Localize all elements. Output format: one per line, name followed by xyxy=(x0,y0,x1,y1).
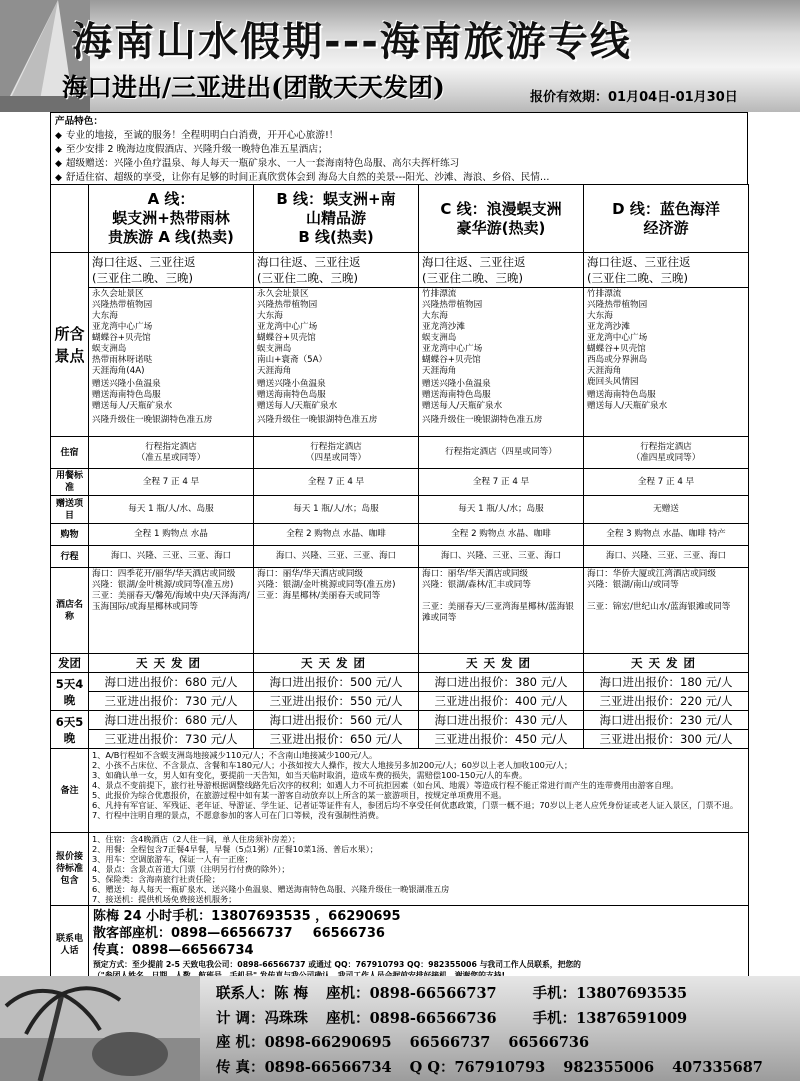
header-banner xyxy=(0,0,800,112)
notes-label: 备注 xyxy=(51,749,89,833)
include-item: 4、景点：含景点首道大门票（注明另行付费的除外）； xyxy=(92,864,290,874)
sub-title: 海口进出/三亚进出(团散天天发团) xyxy=(62,73,445,102)
contact-row xyxy=(51,906,749,984)
price-cell: 三亚进出报价：730 元/人 xyxy=(89,692,254,711)
hotel-type-b: 行程指定酒店 （四星或同等） xyxy=(254,437,419,469)
meals-b: 全程 7 正 4 早 xyxy=(254,469,419,496)
footer-line-1: 联系人：陈 梅 座机：0898-66566737 手机：13807693535 xyxy=(216,985,688,1002)
meals-a: 全程 7 正 4 早 xyxy=(89,469,254,496)
price-cell: 海口进出报价：680 元/人 xyxy=(89,673,254,692)
price-cell: 三亚进出报价：300 元/人 xyxy=(584,730,749,749)
shopping-d: 全程 3 购物点 水晶、咖啡 特产 xyxy=(584,524,749,546)
d5-label: 5天4晚 xyxy=(51,673,89,711)
hotel-type-d: 行程指定酒店 （准四星或同等） xyxy=(584,437,749,469)
price-cell: 三亚进出报价：450 元/人 xyxy=(419,730,584,749)
includes-row xyxy=(51,833,749,906)
route-b: 海口、兴隆、三亚、三亚、海口 xyxy=(254,546,419,568)
line-b-title: B 线：蜈支洲+南 山精品游 B 线(热卖) xyxy=(254,185,419,253)
note-item: 5、此报价为综合优惠报价，在旅游过程中如有某一游客自动放弃以上所含的某一旅游项目，按规定单项费用不退。 xyxy=(92,790,507,800)
gifts-row xyxy=(51,496,749,524)
depart-label: 发团 xyxy=(51,654,89,673)
price-cell: 海口进出报价：560 元/人 xyxy=(254,711,419,730)
footer-banner xyxy=(0,976,800,1081)
include-item: 7、接送机：提供机场免费接送机服务； xyxy=(92,894,237,904)
price-cell: 三亚进出报价：730 元/人 xyxy=(89,730,254,749)
hotel-names-c: 海口：丽华/华天酒店或同级 兴隆：银湖/森林/汇丰或同等 三亚：美丽春天/三亚湾海星椰林/蓝海银滩或同等 xyxy=(419,568,584,654)
hotel-type-a: 行程指定酒店 （准五星或同等） xyxy=(89,437,254,469)
gifts-c: 每天 1 瓶/人/水；岛服 xyxy=(419,496,584,524)
meals-label: 用餐标准 xyxy=(51,469,89,496)
feature-item: ◆ 至少安排 2 晚海边度假酒店、兴隆升级一晚特色准五星酒店； xyxy=(55,143,743,157)
include-item: 1、住宿：含4晚酒店（2人住一间，单人住房须补房差）； xyxy=(92,834,301,844)
note-item: 6、凡持有军官证、军残证、老年证、导游证、学生证、记者证等证件有人，参团后均不享受任何优惠政策，门票一概不退；70岁以上老人应凭身份证或老人证入景区，门票不退。 xyxy=(92,800,739,810)
notes-cell xyxy=(89,749,749,833)
price-row-d6-sanya xyxy=(51,730,749,749)
spots-cell-d: 海口往返、三亚往返 (三亚住二晚、三晚) 竹排漂流 兴隆热带植物园 大东海 亚龙湾沙滩 亚龙湾中心广场 蝴蝶谷+贝壳馆 西岛或分界洲岛 天涯海角 鹿回头风情园 赠送海南特色岛服 赠送每人/天瓶矿泉水 xyxy=(584,253,749,437)
hotel-type-row xyxy=(51,437,749,469)
feature-item: ◆ 专业的地接，至诚的服务！全程明明白白消费，开开心心旅游!！ xyxy=(55,129,743,143)
meals-d: 全程 7 正 4 早 xyxy=(584,469,749,496)
product-features xyxy=(50,112,748,184)
hotel-type-label: 住宿 xyxy=(51,437,89,469)
contact-cell: 陈梅 24 小时手机：13807693535 ，66290695 散客部座机：0898—66566737 66566736 传真：0898—66566734 预定方式：至少提前 2-5 天致电我公司：0898-66566737 或通过 QQ：767910793 QQ：982355006 与我司工作人员联系，把您的 xyxy=(89,906,749,984)
shopping-b: 全程 2 购物点 水晶、咖啡 xyxy=(254,524,419,546)
price-cell: 海口进出报价：230 元/人 xyxy=(584,711,749,730)
route-a: 海口、兴隆、三亚、三亚、海口 xyxy=(89,546,254,568)
line-d-title: D 线：蓝色海洋 经济游 xyxy=(584,185,749,253)
route-d: 海口、兴隆、三亚、三亚、海口 xyxy=(584,546,749,568)
include-item: 2、用餐：全程包含7正餐4早餐，早餐（5点1粥）/正餐10菜1汤、普后水果）； xyxy=(92,844,378,854)
include-item: 3、用车：空调旅游车，保证一人有一正座； xyxy=(92,854,253,864)
spots-row xyxy=(51,253,749,437)
tour-table xyxy=(50,184,749,984)
depart-row xyxy=(51,654,749,673)
price-cell: 三亚进出报价：550 元/人 xyxy=(254,692,419,711)
hotel-names-a: 海口：四季花开/丽华/华天酒店或同级 兴隆：银湖/金叶桃源/或同等(准五房) 三亚：美丽春天/馨苑/海域中央/天泽海湾/玉海国际/或海星椰林或同等 xyxy=(89,568,254,654)
route-c: 海口、兴隆、三亚、三亚、海口 xyxy=(419,546,584,568)
line-a-title: A 线： 蜈支洲+热带雨林 贵族游 A 线(热卖) xyxy=(89,185,254,253)
footer-line-4: 传 真：0898-66566734 Q Q：767910793 982355006 407335687 xyxy=(216,1058,763,1076)
footer-line-2: 计 调：冯珠珠 座机：0898-66566736 手机：13876591009 xyxy=(216,1009,688,1027)
shopping-c: 全程 2 购物点 水晶、咖啡 xyxy=(419,524,584,546)
note-item: 2、小孩不占床位、不含景点、含餐和车180元/人；小孩如按大人操作，按大人地接另多加200元/人；60岁以上老人加收100元/人； xyxy=(92,760,573,770)
price-cell: 海口进出报价：380 元/人 xyxy=(419,673,584,692)
price-row-d6-haikou xyxy=(51,711,749,730)
price-cell: 海口进出报价：680 元/人 xyxy=(89,711,254,730)
daily-c: 天天发团 xyxy=(419,654,584,673)
spots-label: 所含景点 xyxy=(51,253,89,437)
note-item: 1、A/B行程如不含蜈支洲岛地接减少110元/人；不含南山地接减少100元/人。 xyxy=(92,750,378,760)
d6-label: 6天5晚 xyxy=(51,711,89,749)
hotel-names-b: 海口：丽华/华天酒店或同级 兴隆：银湖/金叶桃源或同等(准五房) 三亚：海星椰林/美丽春天或同等 xyxy=(254,568,419,654)
includes-label: 报价接待标准包含 xyxy=(51,833,89,906)
include-item: 6、赠送：每人每天一瓶矿泉水、送兴隆小鱼温泉、赠送海南特色岛服、兴隆升级住一晚银湖准五房 xyxy=(92,884,450,894)
gifts-b: 每天 1 瓶/人/水；岛服 xyxy=(254,496,419,524)
price-cell: 海口进出报价：430 元/人 xyxy=(419,711,584,730)
meals-c: 全程 7 正 4 早 xyxy=(419,469,584,496)
corner-cell xyxy=(51,185,89,253)
spots-cell-b: 海口往返、三亚往返 (三亚住二晚、三晚) 永久会址景区 兴隆热带植物园 大东海 亚龙湾中心广场 蝴蝶谷+贝壳馆 蜈支洲岛 南山+寰斋（5A） 天涯海角 赠送兴隆小鱼温泉 赠送海南特色岛服 赠送每人/天瓶矿泉水 兴隆升级住一晚银湖特色准五房 xyxy=(254,253,419,437)
shopping-row xyxy=(51,524,749,546)
hotel-type-c: 行程指定酒店（四星或同等） xyxy=(419,437,584,469)
price-cell: 三亚进出报价：650 元/人 xyxy=(254,730,419,749)
route-label: 行程 xyxy=(51,546,89,568)
line-c-title: C 线：浪漫蜈支洲 豪华游(热卖) xyxy=(419,185,584,253)
spots-cell-a: 海口往返、三亚往返 (三亚住二晚、三晚) 永久会址景区 兴隆热带植物园 大东海 亚龙湾中心广场 蝴蝶谷+贝壳馆 蜈支洲岛 热带雨林呀诺哒 天涯海角(4A) 赠送兴隆小鱼温泉 赠送海南特色岛服 赠送每人/天瓶矿泉水 兴隆升级住一晚银湖特色准五房 xyxy=(89,253,254,437)
daily-d: 天天发团 xyxy=(584,654,749,673)
footer-line-3: 座 机：0898-66290695 66566737 66566736 xyxy=(216,1034,590,1051)
price-cell: 海口进出报价：500 元/人 xyxy=(254,673,419,692)
route-row xyxy=(51,546,749,568)
hotel-names-d: 海口：华侨大厦或江湾酒店或同级 兴隆：银湖/南山/或同等 三亚：锦宏/世纪山水/蓝海银滩或同等 xyxy=(584,568,749,654)
main-title: 海南山水假期---海南旅游专线 xyxy=(72,19,632,65)
shopping-a: 全程 1 购物点 水晶 xyxy=(89,524,254,546)
price-row-d5-sanya xyxy=(51,692,749,711)
price-row-d5-haikou xyxy=(51,673,749,692)
contact-label: 联系电人话 xyxy=(51,906,89,984)
features-title: 产品特色： xyxy=(55,116,103,127)
line-header-row xyxy=(51,185,749,253)
price-cell: 三亚进出报价：220 元/人 xyxy=(584,692,749,711)
hotel-names-label: 酒店名称 xyxy=(51,568,89,654)
feature-item: ◆ 舒适住宿、超级的享受，让你有足够的时间正真欣赏体会到 海岛大自然的美景---阳光、沙滩、海浪、乡俗、民情… xyxy=(55,171,743,185)
price-cell: 海口进出报价：180 元/人 xyxy=(584,673,749,692)
notes-row xyxy=(51,749,749,833)
gifts-a: 每天 1 瓶/人/水、岛服 xyxy=(89,496,254,524)
note-item: 4、景点不变前提下，旅行社导游根据调整线路先后次序的权利；如遇人力不可抗拒因素（如台风、地震）等造成行程不能正常进行而产生的连带费用由游客自理。 xyxy=(92,780,679,790)
include-item: 5、保险类：含海南旅行社责任险； xyxy=(92,874,221,884)
includes-cell xyxy=(89,833,749,906)
hotel-names-row xyxy=(51,568,749,654)
daily-b: 天天发团 xyxy=(254,654,419,673)
meals-row xyxy=(51,469,749,496)
daily-a: 天天发团 xyxy=(89,654,254,673)
spots-cell-c: 海口往返、三亚往返 (三亚住二晚、三晚) 竹排漂流 兴隆热带植物园 大东海 亚龙湾沙滩 蜈支洲岛 亚龙湾中心广场 蝴蝶谷+贝壳馆 天涯海角 赠送兴隆小鱼温泉 赠送海南特色岛服 赠送每人/天瓶矿泉水 兴隆升级住一晚银湖特色准五房 xyxy=(419,253,584,437)
note-item: 3、如确认单一女，男人如有变化，要提前一天告知，如当天临时取消，造成车费的损失，需赔偿100-150元/人的车费。 xyxy=(92,770,528,780)
shopping-label: 购物 xyxy=(51,524,89,546)
palm-beach-image xyxy=(0,976,200,1081)
gifts-d: 无赠送 xyxy=(584,496,749,524)
footer-contacts xyxy=(216,982,796,1080)
gifts-label: 赠送项目 xyxy=(51,496,89,524)
note-item: 7、行程中注明自理的景点，不愿意参加的客人可在门口等候，没有强制性消费。 xyxy=(92,810,384,820)
feature-item: ◆ 超级赠送：兴隆小鱼疗温泉、每人每天一瓶矿泉水、一人一套海南特色岛服、高尔夫挥杆练习 xyxy=(55,157,743,171)
price-validity: 报价有效期：01月04日-01月30日 xyxy=(530,90,738,105)
price-cell: 三亚进出报价：400 元/人 xyxy=(419,692,584,711)
